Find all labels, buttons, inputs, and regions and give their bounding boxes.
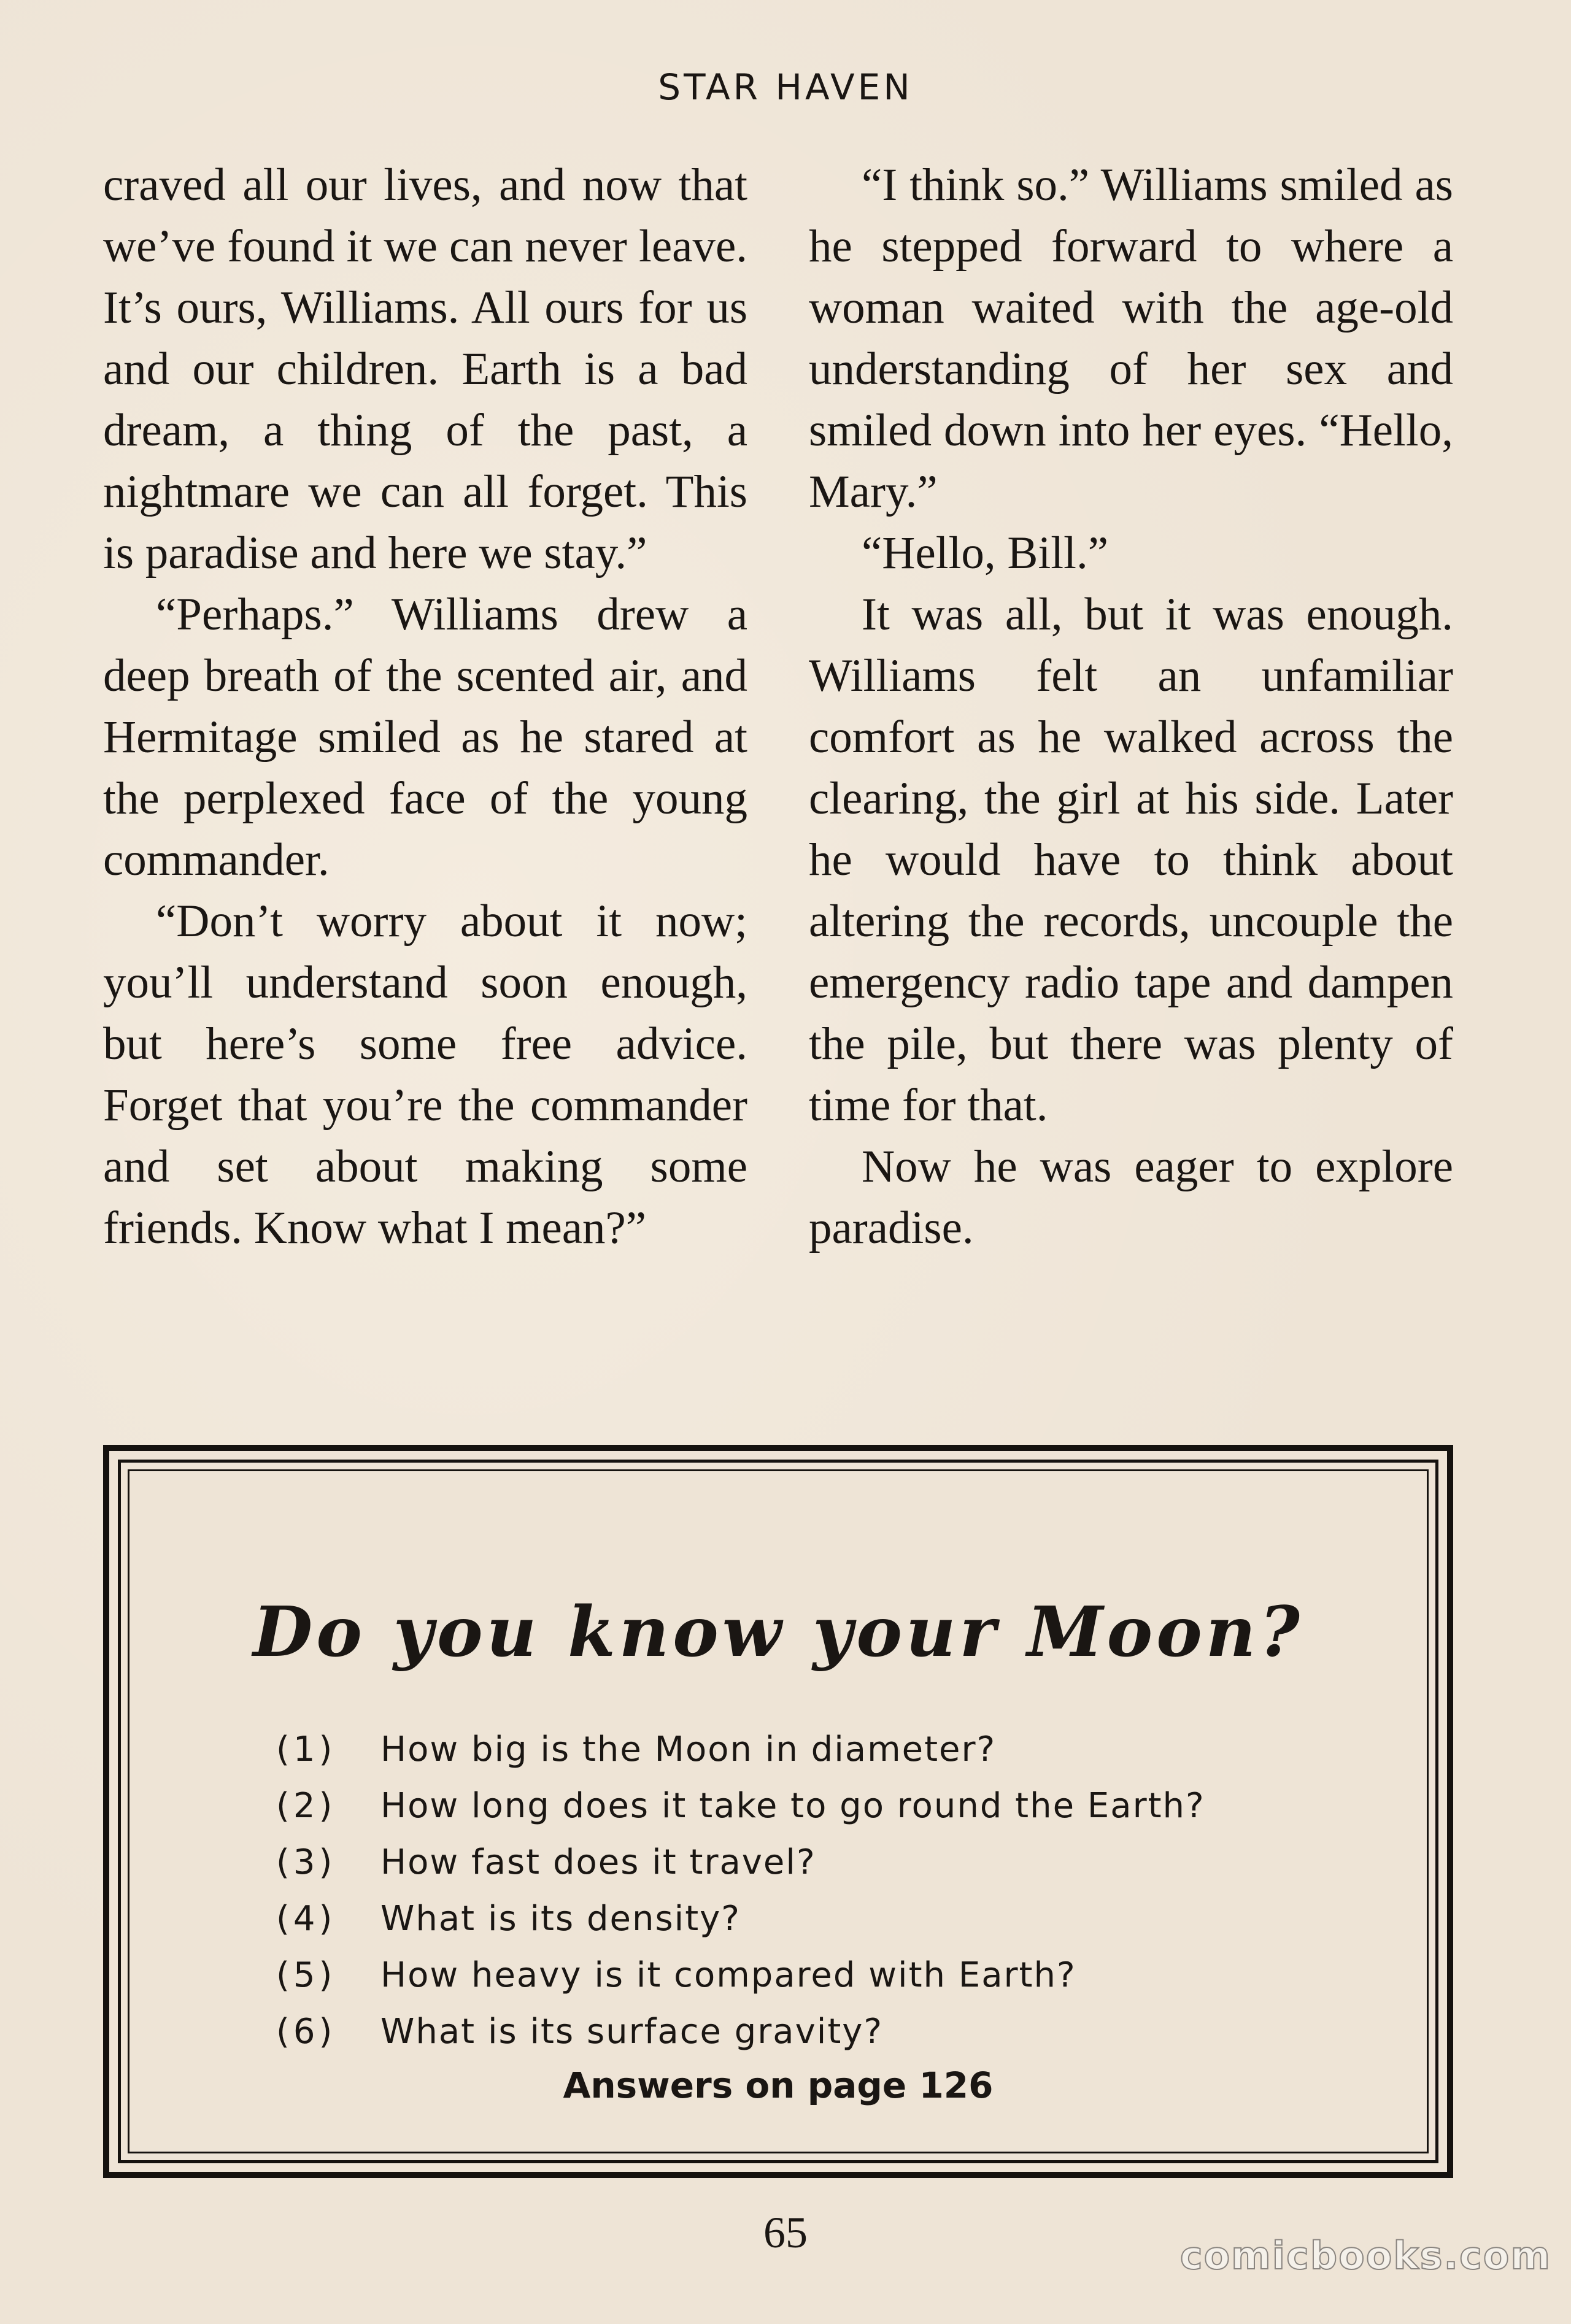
watermark: comicbooks.com bbox=[1179, 2233, 1551, 2278]
question-text: What is its surface gravity? bbox=[380, 2011, 884, 2052]
right-column bbox=[809, 155, 1453, 1259]
left-column bbox=[103, 155, 747, 1259]
question-row bbox=[276, 1890, 1381, 1947]
question-list bbox=[276, 1721, 1381, 2060]
question-text: How fast does it travel? bbox=[380, 1842, 816, 1882]
question-number: (5) bbox=[276, 1955, 336, 1995]
quiz-box bbox=[103, 1445, 1453, 2178]
quiz-title: Do you know your Moon? bbox=[253, 1592, 1303, 1672]
paragraph: “Perhaps.” Williams drew a deep breath of the scented air, and Hermitage smiled as he stared at the perplexed face of the young commander. bbox=[103, 589, 747, 885]
question-number: (3) bbox=[276, 1842, 336, 1882]
question-text: What is its density? bbox=[380, 1898, 741, 1939]
question-text: How long does it take to go round the Earth? bbox=[380, 1785, 1205, 1826]
paragraph: Now he was eager to explore paradise. bbox=[809, 1141, 1453, 1253]
question-number: (6) bbox=[276, 2011, 336, 2052]
question-row bbox=[276, 1834, 1381, 1890]
question-number: (2) bbox=[276, 1785, 336, 1826]
page-number: 65 bbox=[763, 2208, 808, 2257]
question-number: (1) bbox=[276, 1729, 336, 1769]
question-row bbox=[276, 1947, 1381, 2003]
paragraph: “Don’t worry about it now; you’ll understand soon enough, but here’s some free advice. Forget that you’re the commander and set about making some friends. Know what I mean?” bbox=[103, 896, 747, 1253]
paragraph: It was all, but it was enough. Williams felt an unfamiliar comfort as he walked across the clearing, the girl at his side. Later he would have to think about altering the records, uncouple the emergency radio tape and dampen the pile, but there was plenty of time for that. bbox=[809, 589, 1453, 1131]
question-row bbox=[276, 1721, 1381, 1777]
question-text: How big is the Moon in diameter? bbox=[380, 1729, 997, 1769]
question-row bbox=[276, 2003, 1381, 2060]
question-row bbox=[276, 1777, 1381, 1834]
answers-note: Answers on page 126 bbox=[563, 2064, 994, 2106]
running-head: STAR HAVEN bbox=[658, 66, 913, 108]
paragraph: “I think so.” Williams smiled as he stepped forward to where a woman waited with the age-old understanding of her sex and smiled down into her eyes. “Hello, Mary.” bbox=[809, 160, 1453, 517]
question-text: How heavy is it compared with Earth? bbox=[380, 1955, 1076, 1995]
paragraph: craved all our lives, and now that we’ve found it we can never leave. It’s ours, Williams. All ours for us and our children. Earth is a bad dream, a thing of the past, a nightmare we can all forget. This is paradise and here we stay.” bbox=[103, 160, 747, 579]
question-number: (4) bbox=[276, 1898, 336, 1939]
paragraph: “Hello, Bill.” bbox=[862, 528, 1108, 579]
